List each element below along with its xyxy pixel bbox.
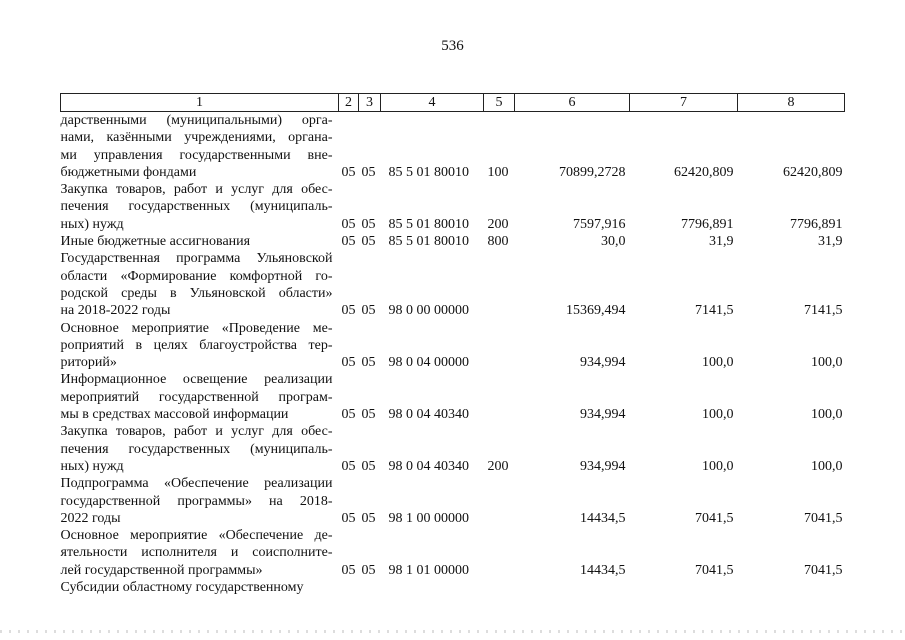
amount-col6-cell: 934,994: [580, 355, 626, 371]
table-row: [61, 579, 845, 596]
table-row: [61, 475, 845, 527]
description-line: 2022 годы: [60, 510, 121, 526]
expense-type-code-cell: 200: [487, 216, 509, 232]
expense-type-code-cell: 200: [487, 458, 509, 474]
table-row: [61, 181, 845, 233]
page-number: 536: [441, 38, 464, 54]
description-line: ных) нужд: [60, 458, 124, 474]
target-article-code-cell: 98 0 04 40340: [388, 458, 469, 474]
table-row: [61, 371, 845, 423]
table-row: [61, 423, 845, 475]
scan-artifact-line: [0, 630, 905, 633]
target-article-code-cell: 85 5 01 80010: [388, 216, 469, 232]
amount-col8-cell: 7041,5: [804, 510, 843, 526]
target-article-code-cell: 98 0 00 00000: [388, 303, 469, 319]
target-article-code-cell: [381, 579, 484, 596]
description-line: Информационное освещение реализации: [60, 372, 333, 388]
amount-col8-cell: 7041,5: [804, 562, 843, 578]
section-code-cell: [339, 579, 359, 596]
header-col-8: 8: [738, 94, 845, 112]
amount-col7-cell: 7796,891: [681, 216, 734, 232]
subsection-code-cell: 05: [361, 164, 376, 180]
expense-type-code-cell: [484, 320, 515, 372]
description-line: печения государственных (муниципаль-: [60, 199, 333, 215]
description-line: ных) нужд: [60, 216, 124, 232]
description-line: на 2018-2022 годы: [60, 303, 171, 319]
amount-col7-cell: 7141,5: [695, 303, 734, 319]
description-line: Субсидии областному государственному: [60, 580, 304, 596]
row-description-cell: [61, 112, 339, 182]
amount-col7-cell: [630, 579, 738, 596]
description-line: Подпрограмма «Обеспечение реализации: [60, 476, 333, 492]
amount-col7-cell: 7041,5: [695, 510, 734, 526]
table-row: [61, 527, 845, 579]
header-col-1: 1: [61, 94, 339, 112]
table-row: [61, 112, 845, 182]
section-code-cell: 05: [341, 234, 356, 250]
header-col-5: 5: [484, 94, 515, 112]
amount-col8-cell: 100,0: [811, 458, 843, 474]
row-description-cell: [61, 233, 339, 250]
amount-col8-cell: 7141,5: [804, 303, 843, 319]
table-body: [61, 112, 845, 597]
description-line: Основное мероприятие «Проведение ме-: [60, 320, 333, 336]
expense-type-code-cell: 100: [487, 164, 509, 180]
row-description-cell: [61, 423, 339, 475]
row-description-cell: [61, 250, 339, 319]
target-article-code-cell: 85 5 01 80010: [388, 164, 469, 180]
expense-type-code-cell: [484, 579, 515, 596]
expense-type-code-cell: 800: [487, 234, 509, 250]
header-col-7: 7: [630, 94, 738, 112]
amount-col7-cell: 31,9: [709, 234, 734, 250]
subsection-code-cell: 05: [361, 234, 376, 250]
header-col-4: 4: [381, 94, 484, 112]
amount-col7-cell: 100,0: [702, 355, 734, 371]
amount-col8-cell: 62420,809: [783, 164, 843, 180]
description-line: нами, казёнными учреждениями, органа-: [60, 130, 333, 146]
description-line: Государственная программа Ульяновской: [60, 251, 333, 267]
amount-col6-cell: [515, 579, 630, 596]
description-line: бюджетными фондами: [60, 164, 197, 180]
description-line: мы в средствах массовой информации: [60, 407, 289, 423]
description-line: лей государственной программы»: [60, 562, 263, 578]
amount-col6-cell: 30,0: [601, 234, 626, 250]
row-description-cell: [61, 320, 339, 372]
expense-type-code-cell: [484, 371, 515, 423]
amount-col7-cell: 62420,809: [674, 164, 734, 180]
header-col-3: 3: [359, 94, 381, 112]
description-line: области «Формирование комфортной го-: [60, 268, 333, 284]
section-code-cell: 05: [341, 562, 356, 578]
description-line: Основное мероприятие «Обеспечение де-: [60, 528, 333, 544]
subsection-code-cell: 05: [361, 303, 376, 319]
table-row: [61, 250, 845, 319]
amount-col6-cell: 7597,916: [573, 216, 626, 232]
subsection-code-cell: 05: [361, 407, 376, 423]
amount-col8-cell: 31,9: [818, 234, 843, 250]
row-description-cell: [61, 527, 339, 579]
section-code-cell: 05: [341, 164, 356, 180]
description-line: Закупка товаров, работ и услуг для обес-: [60, 182, 333, 198]
table-header-row: [61, 94, 845, 112]
amount-col7-cell: 7041,5: [695, 562, 734, 578]
section-code-cell: 05: [341, 303, 356, 319]
subsection-code-cell: 05: [361, 510, 376, 526]
budget-table: [60, 93, 845, 596]
amount-col8-cell: 7796,891: [790, 216, 843, 232]
expense-type-code-cell: [484, 250, 515, 319]
description-line: ми управления государственными вне-: [60, 147, 333, 163]
target-article-code-cell: 85 5 01 80010: [388, 234, 469, 250]
subsection-code-cell: 05: [361, 216, 376, 232]
row-description-cell: [61, 475, 339, 527]
target-article-code-cell: 98 0 04 40340: [388, 407, 469, 423]
subsection-code-cell: 05: [361, 355, 376, 371]
expense-type-code-cell: [484, 527, 515, 579]
section-code-cell: 05: [341, 407, 356, 423]
table-row: [61, 320, 845, 372]
amount-col8-cell: 100,0: [811, 407, 843, 423]
description-line: Иные бюджетные ассигнования: [60, 234, 251, 250]
description-line: мероприятий государственной програм-: [60, 389, 333, 405]
section-code-cell: 05: [341, 216, 356, 232]
description-line: родской среды в Ульяновской области»: [60, 285, 333, 301]
section-code-cell: 05: [341, 510, 356, 526]
description-line: дарственными (муниципальными) орга-: [60, 113, 333, 128]
description-line: роприятий в целях благоустройства тер-: [60, 337, 333, 353]
description-line: ятельности исполнителя и соисполните-: [60, 545, 333, 561]
header-col-2: 2: [339, 94, 359, 112]
description-line: риторий»: [60, 355, 117, 371]
row-description-cell: [61, 181, 339, 233]
amount-col6-cell: 934,994: [580, 407, 626, 423]
target-article-code-cell: 98 1 01 00000: [388, 562, 469, 578]
section-code-cell: 05: [341, 355, 356, 371]
amount-col6-cell: 70899,2728: [559, 164, 626, 180]
row-description-cell: [61, 579, 339, 596]
amount-col6-cell: 15369,494: [566, 303, 626, 319]
amount-col6-cell: 14434,5: [580, 562, 626, 578]
description-line: государственной программы» на 2018-: [60, 493, 333, 509]
section-code-cell: 05: [341, 458, 356, 474]
subsection-code-cell: 05: [361, 458, 376, 474]
header-col-6: 6: [515, 94, 630, 112]
description-line: Закупка товаров, работ и услуг для обес-: [60, 424, 333, 440]
subsection-code-cell: [359, 579, 381, 596]
expense-type-code-cell: [484, 475, 515, 527]
amount-col7-cell: 100,0: [702, 407, 734, 423]
description-line: печения государственных (муниципаль-: [60, 441, 333, 457]
table-row: [61, 233, 845, 250]
target-article-code-cell: 98 0 04 00000: [388, 355, 469, 371]
row-description-cell: [61, 371, 339, 423]
target-article-code-cell: 98 1 00 00000: [388, 510, 469, 526]
amount-col6-cell: 14434,5: [580, 510, 626, 526]
amount-col8-cell: 100,0: [811, 355, 843, 371]
amount-col8-cell: [738, 579, 845, 596]
subsection-code-cell: 05: [361, 562, 376, 578]
amount-col7-cell: 100,0: [702, 458, 734, 474]
amount-col6-cell: 934,994: [580, 458, 626, 474]
